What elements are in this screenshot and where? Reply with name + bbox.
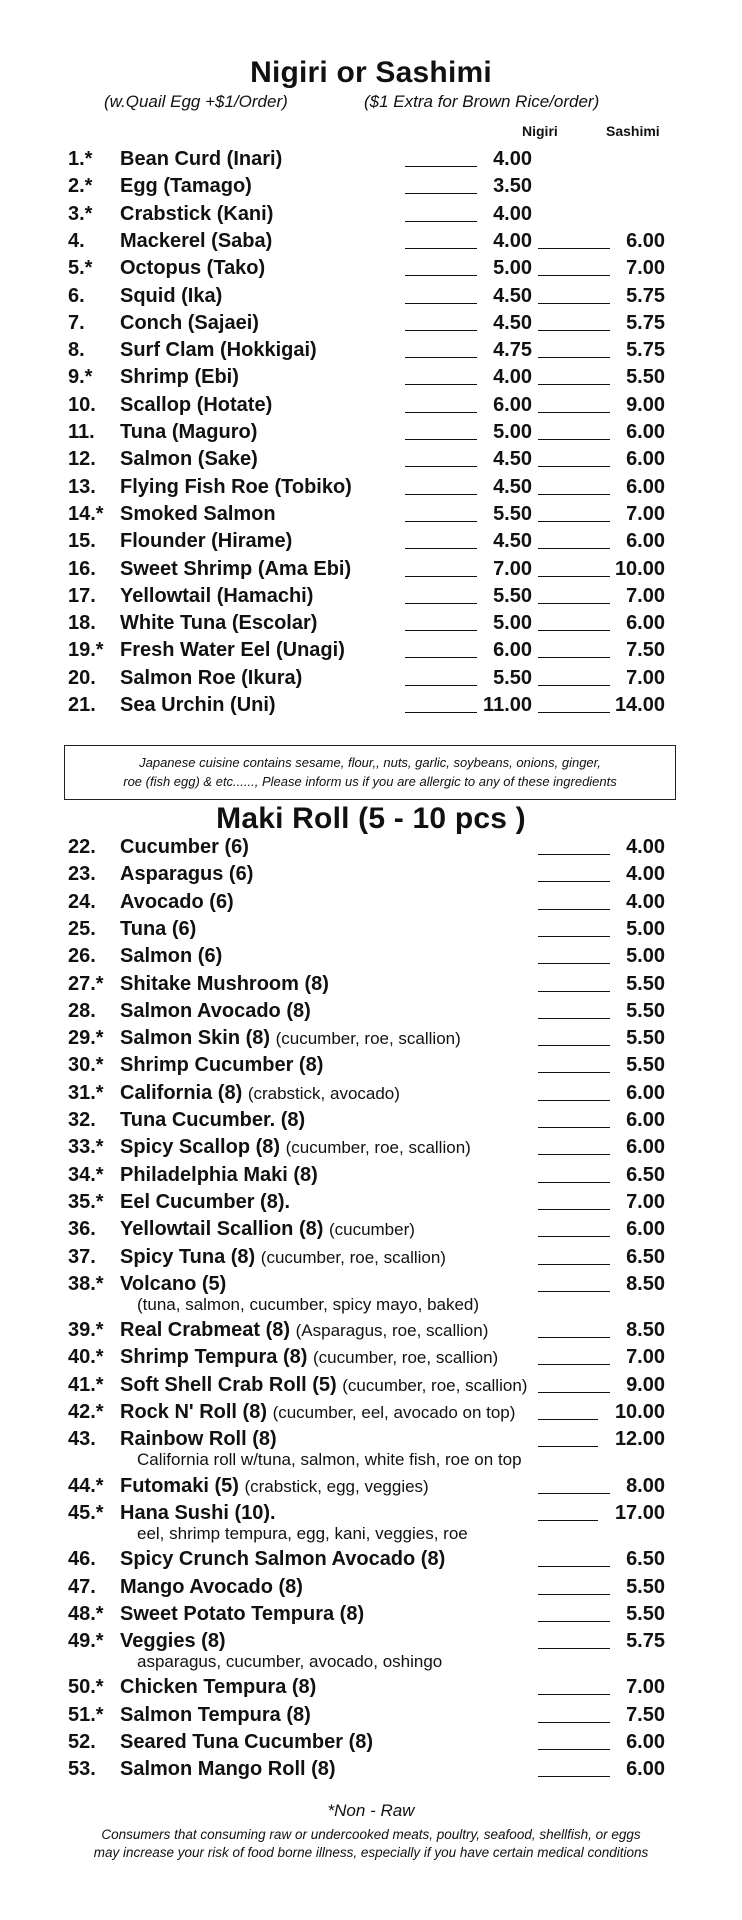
maki-item-row bbox=[0, 916, 742, 943]
roll-name: Salmon Avocado (8) bbox=[120, 999, 311, 1022]
roll-name: Chicken Tempura (8) bbox=[120, 1676, 317, 1699]
nigiri-item-row bbox=[0, 173, 742, 200]
nigiri-price: 3.50 bbox=[493, 175, 532, 198]
roll-name: Salmon Skin (8) bbox=[120, 1027, 271, 1050]
brown-rice-note: ($1 Extra for Brown Rice/order) bbox=[364, 92, 600, 111]
item-name: Sweet Shrimp (Ama Ebi) bbox=[120, 557, 352, 580]
item-number: 51.* bbox=[68, 1703, 104, 1726]
sashimi-price: 9.00 bbox=[626, 393, 665, 416]
item-name bbox=[120, 1025, 461, 1052]
item-number: 47. bbox=[68, 1575, 96, 1598]
roll-ingredients: (cucumber, eel, avocado on top) bbox=[272, 1403, 516, 1422]
maki-price: 6.00 bbox=[626, 1109, 665, 1131]
item-number: 41.* bbox=[68, 1373, 104, 1396]
item-name bbox=[120, 1546, 445, 1573]
item-name: Fresh Water Eel (Unagi) bbox=[120, 639, 345, 662]
maki-price: 5.50 bbox=[626, 1027, 665, 1050]
roll-name: Shrimp Cucumber (8) bbox=[120, 1054, 324, 1077]
maki-item-row bbox=[0, 971, 742, 998]
maki-price: 7.00 bbox=[626, 1190, 665, 1213]
roll-name: Futomaki (5) bbox=[120, 1474, 239, 1497]
maki-item-row bbox=[0, 1162, 742, 1189]
maki-item-row bbox=[0, 1601, 742, 1628]
maki-item-row bbox=[0, 1674, 742, 1701]
maki-item-row bbox=[0, 1271, 742, 1314]
roll-description: (tuna, salmon, cucumber, spicy mayo, baked) bbox=[137, 1294, 480, 1314]
sashimi-price: 7.00 bbox=[626, 257, 665, 280]
item-number: 36. bbox=[68, 1218, 96, 1241]
item-number: 46. bbox=[68, 1548, 96, 1571]
item-name bbox=[120, 943, 222, 970]
item-name: Salmon Roe (Ikura) bbox=[120, 666, 303, 689]
item-number: 3.* bbox=[68, 202, 93, 225]
roll-name: Asparagus (6) bbox=[120, 863, 254, 886]
roll-ingredients: (Asparagus, roe, scallion) bbox=[295, 1321, 489, 1341]
item-number: 39.* bbox=[68, 1319, 104, 1342]
maki-price: 4.00 bbox=[626, 836, 665, 858]
item-name: Scallop (Hotate) bbox=[120, 393, 273, 416]
warning-line: may increase your risk of food borne illness, especially if you have certain medical conditions bbox=[93, 1845, 649, 1860]
maki-price: 6.50 bbox=[626, 1163, 665, 1186]
sashimi-price: 6.00 bbox=[626, 448, 665, 471]
item-name: Surf Clam (Hokkigai) bbox=[120, 339, 317, 362]
nigiri-price: 5.00 bbox=[493, 612, 532, 635]
item-name bbox=[120, 1134, 471, 1161]
item-name bbox=[120, 834, 249, 861]
sashimi-price: 5.75 bbox=[626, 284, 665, 307]
nigiri-column-header: Nigiri bbox=[522, 123, 558, 139]
item-name bbox=[120, 1399, 515, 1426]
nigiri-price: 4.75 bbox=[493, 339, 532, 362]
sashimi-price: 14.00 bbox=[614, 694, 665, 716]
food-safety-warning bbox=[0, 1826, 742, 1862]
maki-price: 12.00 bbox=[614, 1428, 665, 1451]
sashimi-price: 6.00 bbox=[626, 229, 665, 252]
nigiri-price: 5.00 bbox=[493, 257, 532, 280]
roll-name: Philadelphia Maki (8) bbox=[120, 1163, 318, 1186]
nigiri-item-row bbox=[0, 528, 742, 555]
item-number: 5.* bbox=[68, 257, 93, 280]
roll-name: Cucumber (6) bbox=[120, 836, 249, 858]
roll-name: Avocado (6) bbox=[120, 890, 234, 913]
item-name: Bean Curd (Inari) bbox=[120, 148, 283, 170]
roll-name: Seared Tuna Cucumber (8) bbox=[120, 1731, 374, 1753]
item-number: 52. bbox=[68, 1731, 96, 1753]
sashimi-price: 5.50 bbox=[626, 366, 665, 389]
sashimi-price: 6.00 bbox=[626, 530, 665, 553]
allergy-notice-line: roe (fish egg) & etc......, Please inform us if you are allergic to any of these ingredients bbox=[123, 774, 617, 789]
item-name bbox=[120, 1107, 305, 1134]
item-name bbox=[120, 889, 234, 916]
item-number: 49.* bbox=[68, 1630, 104, 1653]
item-number: 9.* bbox=[68, 366, 93, 389]
item-name bbox=[120, 1162, 318, 1189]
item-name: Flounder (Hirame) bbox=[120, 530, 293, 553]
sashimi-price: 10.00 bbox=[614, 557, 665, 580]
nigiri-item-row bbox=[0, 283, 742, 310]
roll-description: California roll w/tuna, salmon, white fish, roe on top bbox=[137, 1450, 522, 1470]
item-name bbox=[120, 1372, 527, 1399]
item-name bbox=[120, 1674, 316, 1701]
sashimi-price: 7.00 bbox=[626, 666, 665, 689]
nigiri-item-row bbox=[0, 146, 742, 173]
item-number: 12. bbox=[68, 448, 96, 471]
nigiri-price: 4.00 bbox=[493, 366, 532, 389]
item-number: 22. bbox=[68, 836, 96, 858]
nigiri-price: 5.50 bbox=[493, 502, 532, 525]
item-name bbox=[120, 1216, 415, 1243]
item-number: 21. bbox=[68, 694, 96, 716]
item-number: 26. bbox=[68, 945, 96, 968]
roll-name: Salmon Tempura (8) bbox=[120, 1703, 311, 1726]
item-name bbox=[120, 1344, 498, 1371]
item-number: 1.* bbox=[68, 148, 93, 170]
maki-price: 8.50 bbox=[626, 1272, 665, 1295]
item-number: 38.* bbox=[68, 1272, 104, 1295]
maki-item-row bbox=[0, 1399, 742, 1426]
nigiri-price: 4.50 bbox=[493, 284, 532, 307]
maki-item-row bbox=[0, 889, 742, 916]
nigiri-item-row bbox=[0, 583, 742, 610]
maki-item-row bbox=[0, 1244, 742, 1271]
nigiri-item-row bbox=[0, 692, 742, 719]
roll-ingredients: (cucumber, roe, scallion) bbox=[260, 1247, 446, 1267]
nigiri-item-row bbox=[0, 556, 742, 583]
item-number: 33.* bbox=[68, 1136, 104, 1159]
maki-price: 4.00 bbox=[626, 890, 665, 913]
nigiri-item-row bbox=[0, 364, 742, 391]
maki-item-row bbox=[0, 1052, 742, 1079]
maki-item-row bbox=[0, 834, 742, 861]
item-name bbox=[120, 1473, 429, 1500]
maki-item-row bbox=[0, 1628, 742, 1672]
roll-name: Spicy Crunch Salmon Avocado (8) bbox=[120, 1548, 446, 1571]
maki-section-title: Maki Roll (5 - 10 pcs ) bbox=[216, 802, 526, 835]
item-number: 40.* bbox=[68, 1346, 104, 1369]
item-name: Flying Fish Roe (Tobiko) bbox=[120, 475, 352, 498]
nigiri-item-row bbox=[0, 446, 742, 473]
maki-item-row bbox=[0, 1107, 742, 1134]
item-number: 28. bbox=[68, 999, 96, 1022]
item-name bbox=[120, 1271, 226, 1298]
item-number: 17. bbox=[68, 584, 96, 607]
nigiri-price: 4.00 bbox=[493, 229, 532, 252]
nigiri-price: 6.00 bbox=[493, 393, 532, 416]
nigiri-item-row bbox=[0, 419, 742, 446]
roll-ingredients: (crabstick, avocado) bbox=[247, 1083, 400, 1103]
roll-name: Shrimp Tempura (8) bbox=[120, 1346, 308, 1369]
allergy-notice bbox=[64, 745, 676, 800]
non-raw-legend: *Non - Raw bbox=[327, 1801, 415, 1820]
maki-item-row bbox=[0, 1080, 742, 1107]
maki-price: 5.00 bbox=[626, 917, 665, 940]
item-name: Shrimp (Ebi) bbox=[120, 366, 239, 389]
maki-item-row bbox=[0, 1574, 742, 1601]
item-number: 11. bbox=[68, 421, 95, 443]
nigiri-price: 4.50 bbox=[493, 448, 532, 471]
maki-item-row bbox=[0, 1134, 742, 1161]
item-name bbox=[120, 1080, 400, 1107]
roll-description: eel, shrimp tempura, egg, kani, veggies, roe bbox=[137, 1523, 468, 1543]
nigiri-item-row bbox=[0, 392, 742, 419]
item-number: 10. bbox=[68, 393, 96, 416]
maki-price: 6.50 bbox=[626, 1245, 665, 1268]
nigiri-price: 4.50 bbox=[493, 530, 532, 553]
item-name bbox=[120, 1702, 311, 1729]
sashimi-price: 5.75 bbox=[626, 339, 665, 362]
item-number: 50.* bbox=[68, 1676, 104, 1699]
maki-item-row bbox=[0, 1473, 742, 1500]
roll-description: asparagus, cucumber, avocado, oshingo bbox=[137, 1652, 443, 1672]
roll-name: Salmon Mango Roll (8) bbox=[120, 1758, 336, 1781]
item-name: Octopus (Tako) bbox=[120, 257, 266, 280]
item-number: 2.* bbox=[68, 175, 93, 198]
sashimi-price: 6.00 bbox=[626, 475, 665, 498]
item-number: 30.* bbox=[68, 1054, 104, 1077]
item-name bbox=[120, 1601, 364, 1628]
item-number: 18. bbox=[68, 612, 96, 635]
nigiri-item-row bbox=[0, 201, 742, 228]
nigiri-price: 4.00 bbox=[493, 148, 532, 170]
maki-price: 5.50 bbox=[626, 972, 665, 995]
roll-ingredients: (crabstick, egg, veggies) bbox=[244, 1476, 429, 1496]
maki-price: 5.00 bbox=[626, 945, 665, 968]
nigiri-item-row bbox=[0, 228, 742, 255]
sashimi-price: 6.00 bbox=[626, 421, 665, 443]
item-name bbox=[120, 1244, 446, 1271]
maki-price: 5.50 bbox=[626, 1054, 665, 1077]
quail-egg-note: (w.Quail Egg +$1/Order) bbox=[104, 92, 288, 111]
item-number: 42.* bbox=[68, 1401, 104, 1423]
maki-item-row bbox=[0, 1500, 742, 1543]
nigiri-item-row bbox=[0, 637, 742, 664]
item-number: 29.* bbox=[68, 1027, 104, 1050]
roll-name: California (8) bbox=[120, 1081, 243, 1104]
item-name bbox=[120, 861, 253, 888]
roll-name: Shitake Mushroom (8) bbox=[120, 972, 329, 995]
roll-name: Veggies (8) bbox=[120, 1630, 226, 1653]
item-name: Squid (Ika) bbox=[120, 284, 223, 307]
sashimi-price: 7.00 bbox=[626, 502, 665, 525]
item-name: Mackerel (Saba) bbox=[120, 229, 273, 252]
roll-name: Yellowtail Scallion (8) bbox=[120, 1218, 324, 1241]
sashimi-column-header: Sashimi bbox=[606, 123, 660, 139]
item-number: 44.* bbox=[68, 1474, 104, 1497]
maki-item-row bbox=[0, 1756, 742, 1783]
nigiri-item-row bbox=[0, 665, 742, 692]
maki-price: 5.50 bbox=[626, 1602, 665, 1625]
roll-name: Tuna (6) bbox=[120, 917, 197, 940]
item-name bbox=[120, 1426, 277, 1453]
nigiri-item-row bbox=[0, 255, 742, 282]
sashimi-price: 7.00 bbox=[626, 584, 665, 607]
roll-name: Salmon (6) bbox=[120, 945, 223, 968]
nigiri-price: 5.50 bbox=[493, 584, 532, 607]
nigiri-price: 4.00 bbox=[493, 202, 532, 225]
nigiri-price: 5.50 bbox=[493, 666, 532, 689]
maki-price: 6.00 bbox=[626, 1136, 665, 1159]
item-name bbox=[120, 916, 196, 943]
item-number: 13. bbox=[68, 475, 96, 498]
maki-price: 7.00 bbox=[626, 1346, 665, 1369]
item-number: 23. bbox=[68, 863, 96, 886]
item-name bbox=[120, 1052, 323, 1079]
maki-order-line bbox=[538, 1520, 598, 1521]
roll-name: Spicy Tuna (8) bbox=[120, 1245, 256, 1268]
sashimi-price: 7.50 bbox=[626, 639, 665, 662]
nigiri-price: 11.00 bbox=[483, 694, 532, 716]
maki-price: 7.50 bbox=[626, 1703, 665, 1726]
item-number: 53. bbox=[68, 1758, 96, 1781]
item-number: 43. bbox=[68, 1428, 96, 1451]
item-name: Salmon (Sake) bbox=[120, 448, 258, 471]
maki-price: 5.75 bbox=[626, 1630, 665, 1653]
nigiri-item-row bbox=[0, 610, 742, 637]
maki-price: 6.50 bbox=[626, 1548, 665, 1571]
maki-item-row bbox=[0, 943, 742, 970]
maki-price: 17.00 bbox=[614, 1501, 665, 1524]
item-name bbox=[120, 1574, 303, 1601]
item-name bbox=[120, 1756, 336, 1783]
maki-price: 8.00 bbox=[626, 1474, 665, 1497]
maki-order-line bbox=[538, 1446, 598, 1447]
item-number: 16. bbox=[68, 557, 96, 580]
item-name bbox=[120, 1729, 373, 1756]
item-name bbox=[120, 1189, 290, 1216]
allergy-notice-line: Japanese cuisine contains sesame, flour,, nuts, garlic, soybeans, onions, ginger, bbox=[139, 755, 601, 770]
item-number: 32. bbox=[68, 1109, 96, 1131]
nigiri-item-row bbox=[0, 474, 742, 501]
roll-ingredients: (cucumber, roe, scallion) bbox=[342, 1375, 528, 1395]
maki-price: 6.00 bbox=[626, 1218, 665, 1241]
maki-item-row bbox=[0, 1317, 742, 1344]
maki-item-row bbox=[0, 861, 742, 888]
maki-item-row bbox=[0, 1546, 742, 1573]
maki-price: 10.00 bbox=[614, 1401, 665, 1423]
roll-name: Sweet Potato Tempura (8) bbox=[120, 1602, 365, 1625]
maki-price: 6.00 bbox=[626, 1731, 665, 1753]
roll-ingredients: (cucumber, roe, scallion) bbox=[313, 1348, 499, 1368]
item-number: 25. bbox=[68, 917, 96, 940]
item-name bbox=[120, 998, 311, 1025]
item-name bbox=[120, 1317, 488, 1344]
maki-price: 5.50 bbox=[626, 1575, 665, 1598]
item-name bbox=[120, 1500, 276, 1527]
item-name: Yellowtail (Hamachi) bbox=[120, 584, 314, 607]
maki-item-row bbox=[0, 1702, 742, 1729]
roll-name: Eel Cucumber (8). bbox=[120, 1190, 291, 1213]
roll-name: Rainbow Roll (8) bbox=[120, 1428, 277, 1451]
roll-name: Rock N' Roll (8) bbox=[120, 1401, 267, 1423]
sashimi-price: 5.75 bbox=[626, 311, 665, 334]
maki-order-line bbox=[538, 1419, 598, 1420]
roll-name: Volcano (5) bbox=[120, 1272, 227, 1295]
maki-item-row bbox=[0, 1372, 742, 1399]
item-number: 14.* bbox=[68, 502, 104, 525]
item-number: 35.* bbox=[68, 1190, 104, 1213]
item-number: 7. bbox=[68, 311, 85, 334]
nigiri-price: 6.00 bbox=[493, 639, 532, 662]
maki-item-row bbox=[0, 998, 742, 1025]
item-number: 27.* bbox=[68, 972, 104, 995]
nigiri-price: 4.50 bbox=[493, 311, 532, 334]
item-name bbox=[120, 1628, 226, 1655]
maki-price: 6.00 bbox=[626, 1758, 665, 1781]
item-number: 31.* bbox=[68, 1081, 104, 1104]
item-name: Conch (Sajaei) bbox=[120, 311, 259, 334]
item-number: 8. bbox=[68, 339, 85, 362]
roll-name: Mango Avocado (8) bbox=[120, 1575, 303, 1598]
item-number: 45.* bbox=[68, 1501, 104, 1524]
nigiri-price: 4.50 bbox=[493, 475, 532, 498]
roll-ingredients: (cucumber, roe, scallion) bbox=[275, 1029, 461, 1049]
item-number: 34.* bbox=[68, 1163, 104, 1186]
maki-price: 5.50 bbox=[626, 999, 665, 1022]
roll-name: Hana Sushi (10). bbox=[120, 1501, 276, 1524]
nigiri-item-row bbox=[0, 310, 742, 337]
item-name: Smoked Salmon bbox=[120, 502, 276, 525]
sashimi-price: 6.00 bbox=[626, 612, 665, 635]
item-number: 15. bbox=[68, 530, 96, 553]
maki-item-row bbox=[0, 1426, 742, 1470]
nigiri-price: 7.00 bbox=[493, 557, 532, 580]
maki-price: 4.00 bbox=[626, 863, 665, 886]
maki-item-row bbox=[0, 1729, 742, 1756]
roll-name: Tuna Cucumber. (8) bbox=[120, 1109, 306, 1131]
roll-ingredients: (cucumber) bbox=[328, 1220, 415, 1240]
item-name: Crabstick (Kani) bbox=[120, 202, 274, 225]
item-number: 24. bbox=[68, 890, 96, 913]
nigiri-item-row bbox=[0, 337, 742, 364]
warning-line: Consumers that consuming raw or undercooked meats, poultry, seafood, shellfish, or eggs bbox=[101, 1827, 641, 1842]
maki-price: 6.00 bbox=[626, 1081, 665, 1104]
nigiri-price: 5.00 bbox=[493, 421, 532, 443]
maki-item-row bbox=[0, 1189, 742, 1216]
item-name bbox=[120, 971, 329, 998]
maki-price: 8.50 bbox=[626, 1319, 665, 1342]
nigiri-item-row bbox=[0, 501, 742, 528]
item-number: 19.* bbox=[68, 639, 104, 662]
nigiri-section-title: Nigiri or Sashimi bbox=[250, 56, 492, 89]
item-name: Sea Urchin (Uni) bbox=[120, 694, 276, 716]
roll-name: Spicy Scallop (8) bbox=[120, 1136, 281, 1159]
maki-item-row bbox=[0, 1216, 742, 1243]
maki-item-row bbox=[0, 1344, 742, 1371]
item-number: 37. bbox=[68, 1245, 96, 1268]
maki-item-row bbox=[0, 1025, 742, 1052]
item-name: White Tuna (Escolar) bbox=[120, 612, 318, 635]
maki-price: 9.00 bbox=[626, 1373, 665, 1396]
roll-ingredients: (cucumber, roe, scallion) bbox=[285, 1138, 471, 1158]
maki-price: 7.00 bbox=[626, 1676, 665, 1699]
roll-name: Soft Shell Crab Roll (5) bbox=[120, 1373, 337, 1396]
roll-name: Real Crabmeat (8) bbox=[120, 1319, 291, 1342]
item-number: 6. bbox=[68, 284, 85, 307]
item-number: 4. bbox=[68, 229, 85, 252]
item-name: Tuna (Maguro) bbox=[120, 421, 258, 443]
item-name: Egg (Tamago) bbox=[120, 175, 252, 198]
item-number: 48.* bbox=[68, 1602, 104, 1625]
item-number: 20. bbox=[68, 666, 96, 689]
